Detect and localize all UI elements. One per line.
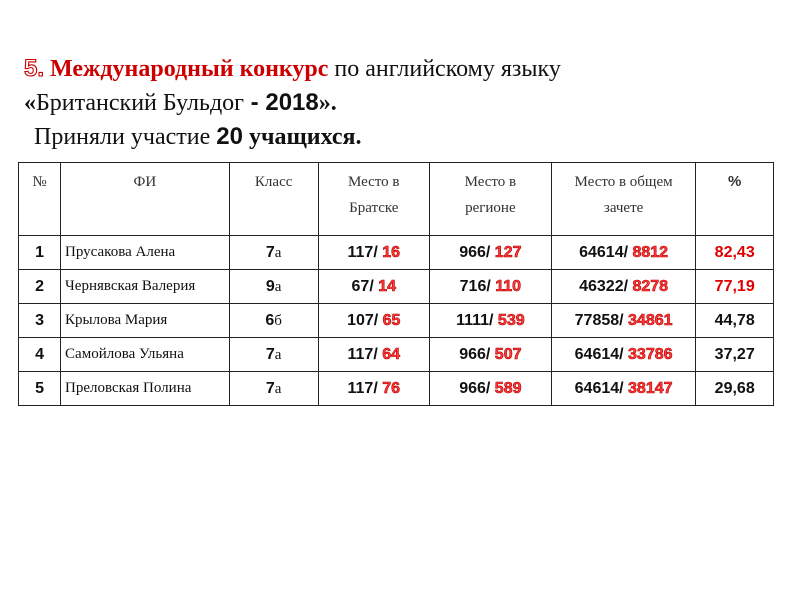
class-letter: а bbox=[274, 278, 282, 295]
heading-dash: - bbox=[244, 89, 266, 116]
competition-name: Британский Бульдог bbox=[36, 90, 245, 116]
header-pct-label: % bbox=[728, 173, 742, 190]
participants-prefix: Приняли участие bbox=[34, 124, 217, 150]
region-place: 110 bbox=[495, 277, 522, 295]
cell-class bbox=[229, 270, 318, 304]
header-pct bbox=[696, 163, 774, 236]
cell-name bbox=[61, 304, 230, 338]
percent-value: 44,78 bbox=[714, 311, 755, 329]
table-row bbox=[19, 304, 774, 338]
row-number: 5 bbox=[35, 379, 44, 397]
overall-place: 8278 bbox=[632, 277, 669, 295]
class-letter: а bbox=[274, 244, 282, 261]
cell-region bbox=[429, 236, 551, 270]
student-name: Прусакова Алена bbox=[65, 244, 176, 260]
bratsk-total: 117/ bbox=[347, 379, 383, 397]
student-name: Самойлова Ульяна bbox=[65, 346, 184, 362]
overall-total: 64614/ bbox=[579, 243, 633, 261]
bratsk-place: 76 bbox=[382, 379, 400, 397]
row-number: 2 bbox=[35, 277, 44, 295]
bratsk-place: 65 bbox=[382, 311, 401, 329]
region-place: 589 bbox=[494, 379, 522, 397]
bratsk-total: 107/ bbox=[347, 311, 383, 329]
cell-name bbox=[61, 372, 230, 406]
participants-suffix: учащихся. bbox=[242, 124, 362, 150]
cell-overall bbox=[551, 270, 696, 304]
overall-total: 46322/ bbox=[579, 277, 633, 295]
header-region-line2: регионе bbox=[465, 200, 516, 216]
region-total: 966/ bbox=[459, 345, 495, 363]
overall-place: 8812 bbox=[632, 243, 669, 261]
table-row bbox=[19, 270, 774, 304]
cell-class bbox=[229, 236, 318, 270]
class-letter: а bbox=[274, 346, 282, 363]
table-body bbox=[19, 236, 774, 406]
region-total: 1111/ bbox=[456, 311, 498, 329]
percent-value: 29,68 bbox=[714, 379, 755, 397]
heading-line-2 bbox=[24, 86, 784, 120]
table-header-row bbox=[19, 163, 774, 236]
header-total-line1: Место в общем bbox=[574, 174, 673, 190]
header-name: ФИ bbox=[61, 163, 230, 236]
cell-bratsk bbox=[318, 338, 429, 372]
cell-bratsk bbox=[318, 372, 429, 406]
percent-value: 77,19 bbox=[714, 277, 755, 295]
cell-name bbox=[61, 270, 230, 304]
student-name: Преловская Полина bbox=[65, 380, 192, 396]
overall-place: 33786 bbox=[628, 345, 673, 363]
heading-line-1 bbox=[24, 52, 784, 86]
heading-number: 5. bbox=[24, 55, 45, 82]
region-place: 127 bbox=[494, 243, 522, 261]
bratsk-place: 16 bbox=[382, 243, 400, 261]
row-number: 3 bbox=[35, 311, 44, 329]
heading-line-3 bbox=[24, 120, 784, 154]
region-total: 966/ bbox=[459, 379, 495, 397]
row-number: 4 bbox=[35, 345, 44, 363]
cell-pct bbox=[696, 304, 774, 338]
overall-place: 34861 bbox=[628, 311, 673, 329]
cell-name bbox=[61, 338, 230, 372]
overall-place: 38147 bbox=[628, 379, 673, 397]
cell-bratsk bbox=[318, 270, 429, 304]
cell-num bbox=[19, 372, 61, 406]
cell-overall bbox=[551, 372, 696, 406]
cell-pct bbox=[696, 270, 774, 304]
quote-open: « bbox=[24, 90, 36, 116]
region-total: 966/ bbox=[459, 243, 495, 261]
cell-bratsk bbox=[318, 236, 429, 270]
cell-class bbox=[229, 338, 318, 372]
region-place: 507 bbox=[494, 345, 522, 363]
bratsk-total: 117/ bbox=[347, 345, 383, 363]
cell-region bbox=[429, 304, 551, 338]
cell-name bbox=[61, 236, 230, 270]
cell-class bbox=[229, 304, 318, 338]
bratsk-total: 67/ bbox=[351, 277, 379, 295]
header-bratsk-line2: Братске bbox=[349, 200, 399, 216]
overall-total: 77858/ bbox=[574, 311, 629, 329]
overall-total: 64614/ bbox=[574, 345, 629, 363]
bratsk-total: 117/ bbox=[347, 243, 383, 261]
class-digit: 7 bbox=[265, 243, 275, 261]
class-digit: 7 bbox=[265, 379, 275, 397]
header-region bbox=[429, 163, 551, 236]
percent-value: 37,27 bbox=[714, 345, 755, 363]
cell-overall bbox=[551, 338, 696, 372]
table-row bbox=[19, 372, 774, 406]
quote-close: ». bbox=[318, 90, 337, 116]
class-digit: 9 bbox=[265, 277, 275, 295]
table-row bbox=[19, 338, 774, 372]
cell-pct bbox=[696, 372, 774, 406]
header-bratsk-line1: Место в bbox=[347, 174, 400, 190]
heading-title: Международный конкурс bbox=[50, 56, 329, 82]
cell-overall bbox=[551, 304, 696, 338]
cell-num bbox=[19, 338, 61, 372]
table-row bbox=[19, 236, 774, 270]
class-letter: а bbox=[274, 380, 282, 397]
header-total bbox=[551, 163, 696, 236]
heading-subject: по английскому языку bbox=[328, 56, 561, 82]
bratsk-place: 14 bbox=[378, 277, 396, 295]
cell-region bbox=[429, 338, 551, 372]
cell-overall bbox=[551, 236, 696, 270]
header-region-line1: Место в bbox=[464, 174, 517, 190]
class-digit: 7 bbox=[265, 345, 275, 363]
header-bratsk bbox=[318, 163, 429, 236]
competition-year: 2018 bbox=[265, 89, 319, 116]
participants-count: 20 bbox=[216, 123, 243, 150]
overall-total: 64614/ bbox=[574, 379, 629, 397]
header-class: Класс bbox=[229, 163, 318, 236]
header-num: № bbox=[19, 163, 61, 236]
slide-heading bbox=[24, 52, 784, 154]
cell-region bbox=[429, 372, 551, 406]
class-digit: 6 bbox=[265, 311, 275, 329]
region-place: 539 bbox=[497, 311, 525, 329]
row-number: 1 bbox=[35, 243, 44, 261]
bratsk-place: 64 bbox=[382, 345, 400, 363]
student-name: Крылова Мария bbox=[65, 312, 168, 328]
class-letter: б bbox=[274, 312, 282, 329]
cell-class bbox=[229, 372, 318, 406]
student-name: Чернявская Валерия bbox=[65, 278, 196, 294]
cell-pct bbox=[696, 236, 774, 270]
cell-num bbox=[19, 304, 61, 338]
percent-value: 82,43 bbox=[714, 243, 755, 261]
cell-pct bbox=[696, 338, 774, 372]
region-total: 716/ bbox=[459, 277, 496, 295]
cell-bratsk bbox=[318, 304, 429, 338]
results-table bbox=[18, 162, 774, 406]
cell-num bbox=[19, 236, 61, 270]
cell-region bbox=[429, 270, 551, 304]
header-total-line2: зачете bbox=[603, 200, 644, 216]
cell-num bbox=[19, 270, 61, 304]
